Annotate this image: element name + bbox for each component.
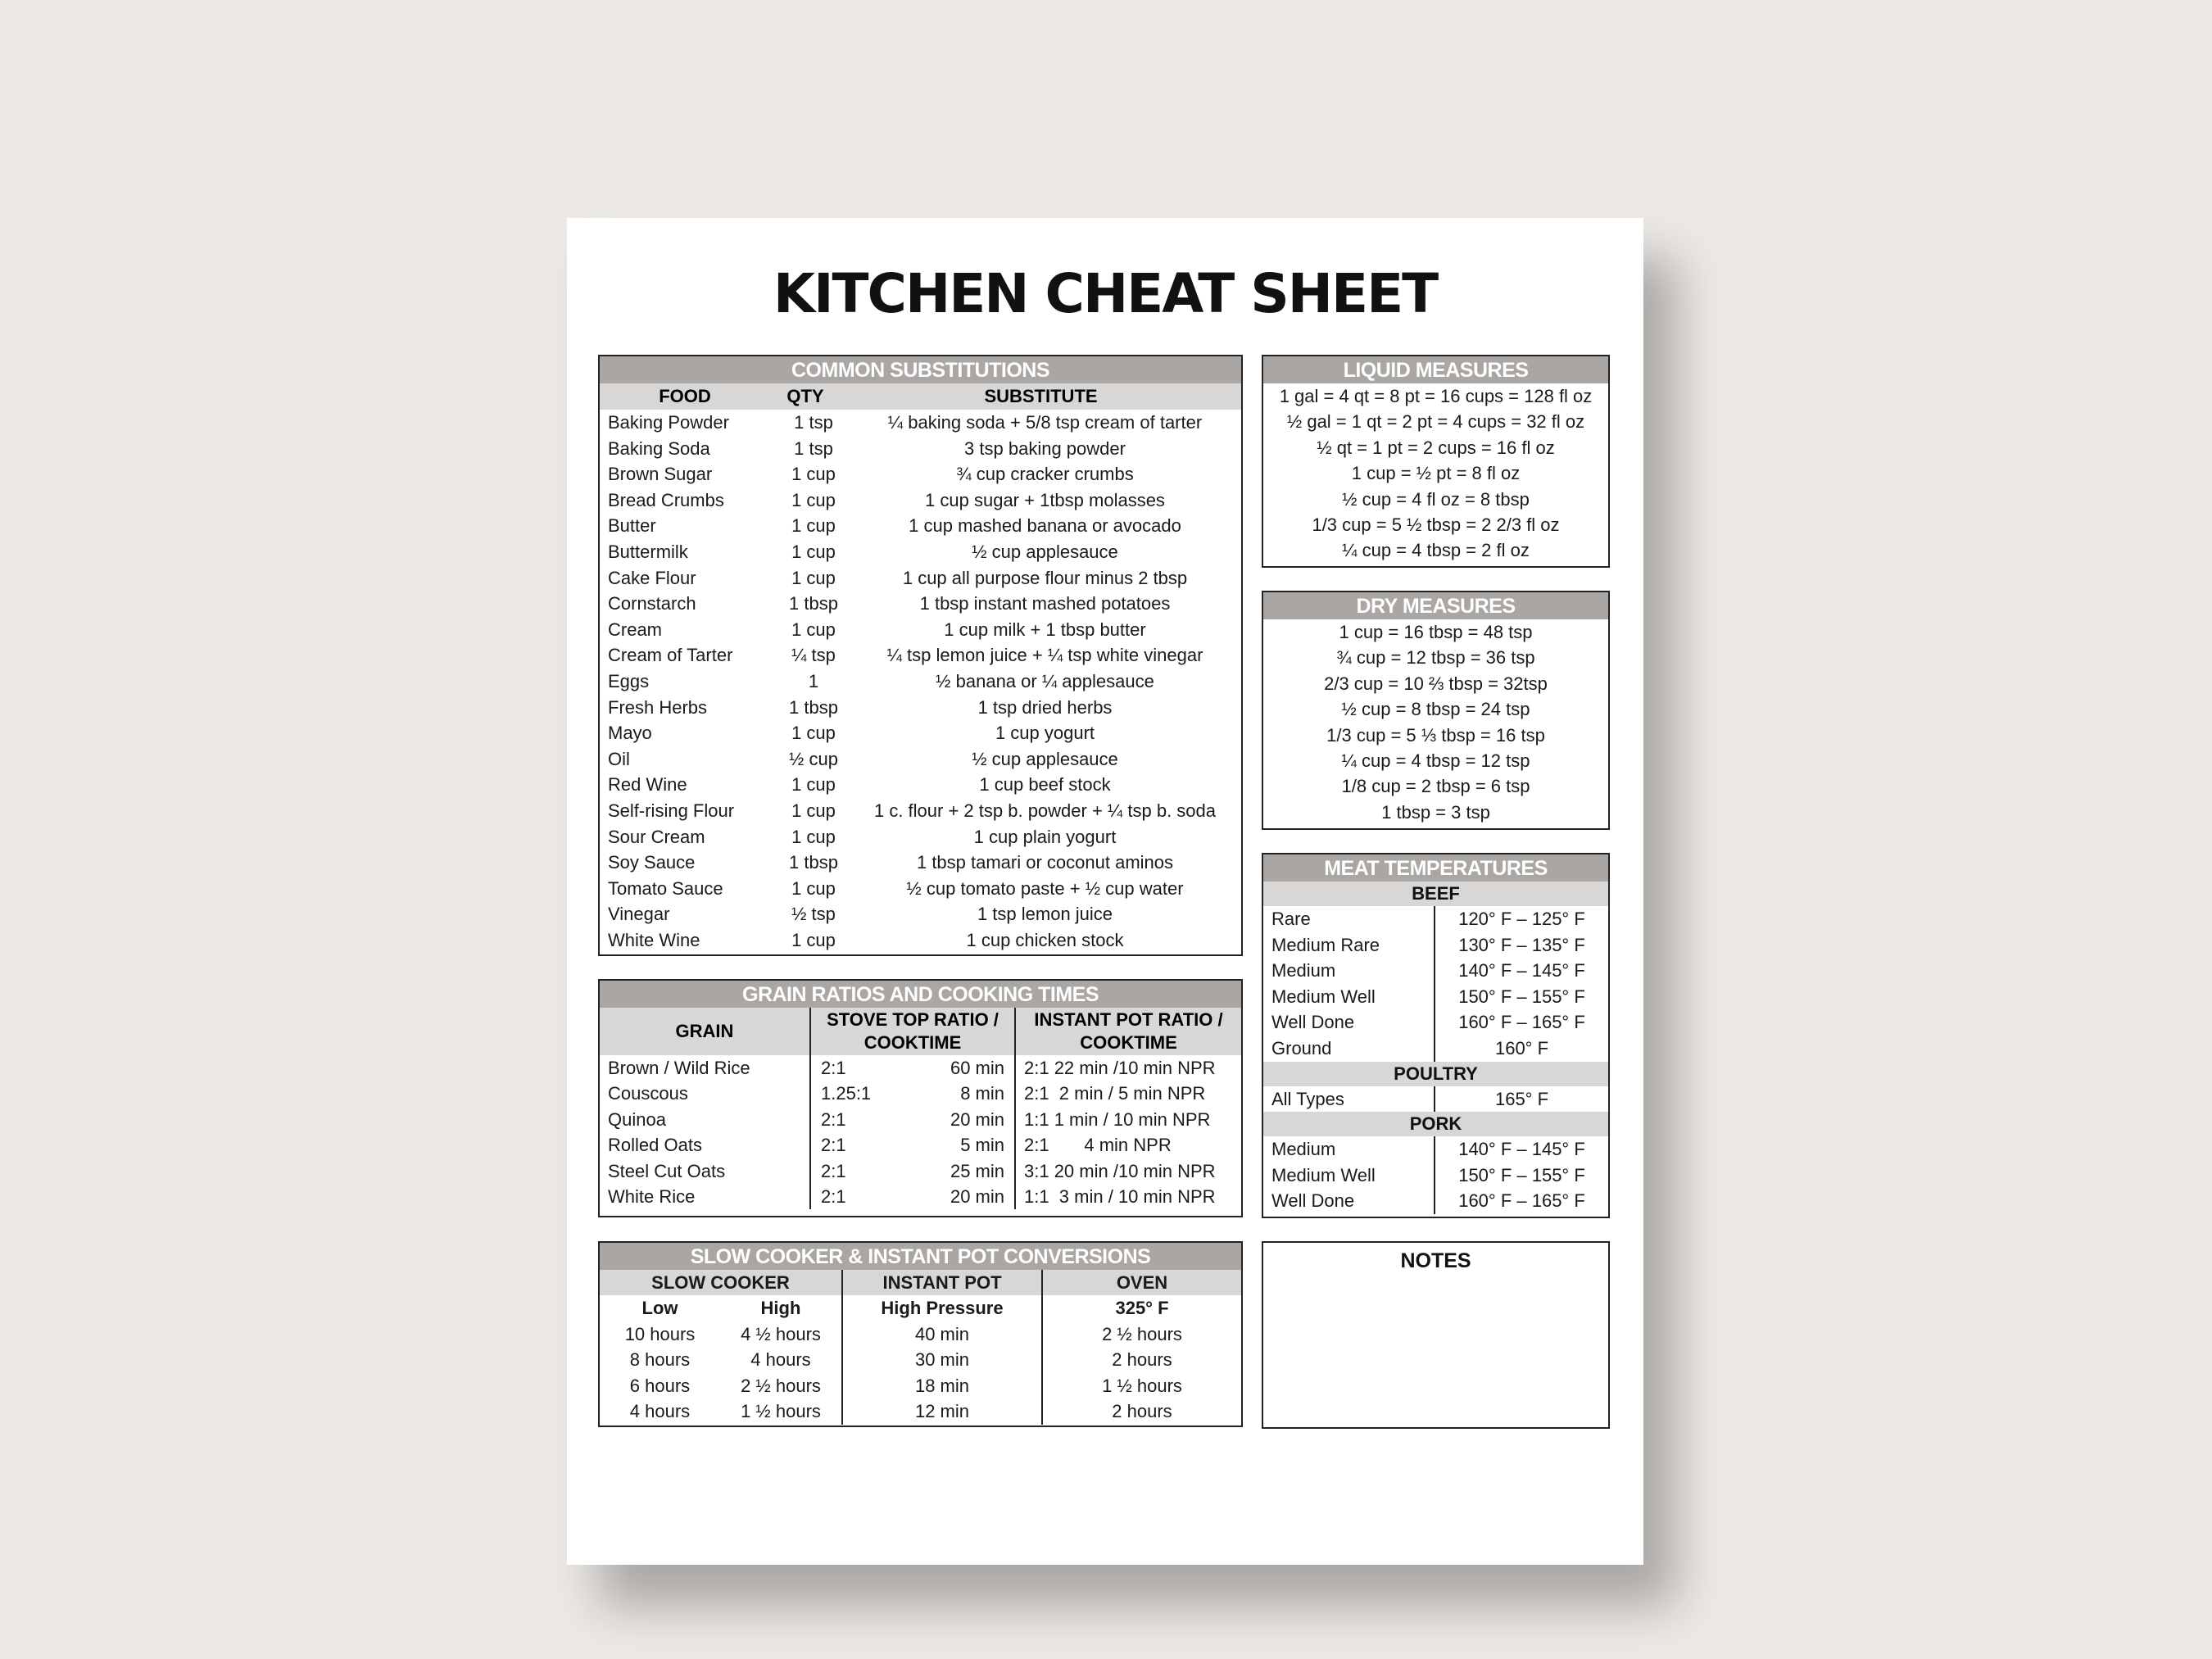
stove-ratio: 2:1 bbox=[821, 1108, 846, 1130]
substitute-cell: 1 cup mashed banana or avocado bbox=[909, 515, 1181, 537]
column-instant-pot bbox=[1016, 1008, 1241, 1055]
column-stove-top bbox=[811, 1008, 1016, 1055]
food-cell: Tomato Sauce bbox=[608, 877, 723, 899]
instant-pot-cell: 18 min bbox=[843, 1373, 1043, 1399]
instant-pot-cell: 1:1 1 min / 10 min NPR bbox=[1024, 1108, 1211, 1130]
qty-cell: 1 tbsp bbox=[789, 696, 838, 718]
qty-cell: 1 cup bbox=[791, 723, 836, 744]
column-oven: OVEN bbox=[1116, 1272, 1168, 1293]
beef-rows bbox=[1263, 906, 1608, 1062]
list-item: ¼ cup = 4 tbsp = 12 tsp bbox=[1341, 750, 1530, 771]
instant-pot-label-line2: COOKTIME bbox=[1080, 1032, 1177, 1053]
qty-cell: 1 cup bbox=[791, 800, 836, 821]
column-grain: GRAIN bbox=[600, 1008, 811, 1055]
qty-cell: 1 cup bbox=[791, 489, 836, 510]
stove-top-cell bbox=[811, 1158, 1016, 1184]
substitute-cell: 1 cup milk + 1 tbsp butter bbox=[944, 619, 1146, 640]
substitute-cell: 1 tbsp tamari or coconut aminos bbox=[916, 852, 1174, 873]
food-cell: Fresh Herbs bbox=[608, 696, 708, 718]
substitute-cell: 1 tsp dried herbs bbox=[977, 696, 1113, 718]
notes-title: NOTES bbox=[1400, 1249, 1471, 1272]
food-cell: Vinegar bbox=[608, 904, 670, 925]
table-row bbox=[1263, 932, 1608, 959]
stove-time: 5 min bbox=[960, 1135, 1004, 1156]
list-item: 2/3 cup = 10 ⅔ tbsp = 32tsp bbox=[1324, 673, 1548, 694]
substitute-cell: 1 cup all purpose flour minus 2 tbsp bbox=[902, 567, 1188, 588]
grain-rows bbox=[600, 1055, 1241, 1209]
qty-cell: 1 tbsp bbox=[789, 852, 838, 873]
grain-cell: White Rice bbox=[600, 1184, 811, 1209]
table-row bbox=[600, 487, 1241, 514]
table-row bbox=[600, 824, 1241, 850]
notes-box[interactable] bbox=[1262, 1241, 1610, 1429]
stove-ratio: 2:1 bbox=[821, 1160, 846, 1181]
substitutions-column-headers bbox=[600, 383, 1241, 410]
qty-cell: 1 cup bbox=[791, 567, 836, 588]
food-cell: Cornstarch bbox=[608, 593, 696, 614]
table-row bbox=[600, 876, 1241, 902]
substitutions-rows bbox=[600, 410, 1241, 953]
high-cell: 1 ½ hours bbox=[720, 1398, 843, 1425]
stove-top-cell bbox=[811, 1081, 1016, 1106]
table-row bbox=[600, 1132, 1241, 1158]
dry-measures-table bbox=[1262, 591, 1610, 830]
instant-pot-cell: 2:1 2 min / 5 min NPR bbox=[1024, 1083, 1206, 1104]
slow-cooker-header: SLOW COOKER & INSTANT POT CONVERSIONS bbox=[600, 1243, 1241, 1270]
substitute-cell: ¼ tsp lemon juice + ¼ tsp white vinegar bbox=[886, 645, 1203, 666]
table-row bbox=[600, 695, 1241, 721]
grain-column-headers bbox=[600, 1008, 1241, 1055]
qty-cell: 1 bbox=[808, 670, 819, 691]
page-title: KITCHEN CHEAT SHEET bbox=[773, 262, 1438, 325]
qty-cell: 1 cup bbox=[791, 619, 836, 640]
table-row bbox=[600, 436, 1241, 462]
list-item: 1/3 cup = 5 ½ tbsp = 2 2/3 fl oz bbox=[1312, 514, 1560, 535]
table-row bbox=[1263, 906, 1608, 932]
slow-cooker-table bbox=[598, 1241, 1243, 1427]
substitute-cell: 1 cup plain yogurt bbox=[973, 826, 1117, 847]
list-item: ½ gal = 1 qt = 2 pt = 4 cups = 32 fl oz bbox=[1286, 411, 1585, 433]
list-item: 1 cup = ½ pt = 8 fl oz bbox=[1351, 463, 1521, 484]
meat-temperatures-table bbox=[1262, 853, 1610, 1218]
table-row bbox=[600, 617, 1241, 643]
grain-table bbox=[598, 979, 1243, 1217]
stove-top-cell bbox=[811, 1055, 1016, 1081]
table-row bbox=[1263, 1163, 1608, 1189]
substitute-cell: ½ cup tomato paste + ½ cup water bbox=[906, 877, 1184, 899]
temperature-cell: 130° F – 135° F bbox=[1458, 934, 1585, 955]
temperature-cell: 150° F – 155° F bbox=[1458, 1164, 1585, 1185]
substitute-cell: 1 tsp lemon juice bbox=[977, 904, 1113, 925]
slow-cooker-column-headers bbox=[600, 1270, 1241, 1295]
cheat-sheet-page bbox=[567, 218, 1643, 1565]
temperature-cell: 150° F – 155° F bbox=[1458, 986, 1585, 1007]
qty-cell: 1 tbsp bbox=[789, 593, 838, 614]
doneness-cell: Medium Well bbox=[1263, 1163, 1435, 1189]
table-row bbox=[600, 1373, 1241, 1399]
grain-header: GRAIN RATIOS AND COOKING TIMES bbox=[600, 981, 1241, 1008]
oven-cell: 2 hours bbox=[1112, 1349, 1172, 1371]
table-row bbox=[1263, 984, 1608, 1010]
substitute-cell: ¼ baking soda + 5/8 tsp cream of tarter bbox=[887, 412, 1203, 433]
table-row bbox=[600, 669, 1241, 695]
table-row bbox=[600, 1184, 1241, 1209]
substitute-cell: 1 cup yogurt bbox=[995, 723, 1095, 744]
qty-cell: 1 tsp bbox=[794, 437, 833, 459]
stove-ratio: 1.25:1 bbox=[821, 1083, 872, 1104]
substitute-cell: ½ cup applesauce bbox=[972, 541, 1118, 562]
liquid-measures-rows bbox=[1263, 383, 1608, 564]
stove-time: 8 min bbox=[960, 1083, 1004, 1104]
qty-cell: ½ tsp bbox=[791, 904, 836, 925]
table-row bbox=[1263, 1188, 1608, 1214]
stove-ratio: 2:1 bbox=[821, 1135, 846, 1156]
table-row bbox=[600, 772, 1241, 798]
table-row bbox=[600, 591, 1241, 617]
table-row bbox=[600, 1158, 1241, 1184]
substitute-cell: 1 cup chicken stock bbox=[966, 929, 1124, 950]
low-cell: 10 hours bbox=[624, 1323, 696, 1344]
substitute-cell: 1 cup sugar + 1tbsp molasses bbox=[925, 489, 1165, 510]
oven-cell: 2 ½ hours bbox=[1102, 1323, 1182, 1344]
stove-top-cell bbox=[811, 1184, 1016, 1209]
instant-pot-cell: 12 min bbox=[843, 1398, 1043, 1425]
grain-cell: Steel Cut Oats bbox=[600, 1158, 811, 1184]
food-cell: Sour Cream bbox=[608, 826, 705, 847]
subheader-high: High bbox=[720, 1295, 843, 1321]
table-row bbox=[1263, 1086, 1608, 1113]
pork-rows bbox=[1263, 1136, 1608, 1214]
instant-pot-cell: 3:1 20 min /10 min NPR bbox=[1024, 1160, 1216, 1181]
stove-top-cell bbox=[811, 1132, 1016, 1158]
table-row bbox=[600, 720, 1241, 746]
substitute-cell: 1 c. flour + 2 tsp b. powder + ¼ tsp b. soda bbox=[873, 800, 1217, 821]
food-cell: Brown Sugar bbox=[608, 464, 713, 485]
food-cell: Self-rising Flour bbox=[608, 800, 735, 821]
qty-cell: 1 cup bbox=[791, 929, 836, 950]
poultry-rows bbox=[1263, 1086, 1608, 1113]
stove-time: 20 min bbox=[950, 1185, 1004, 1207]
substitute-cell: ½ banana or ¼ applesauce bbox=[936, 670, 1154, 691]
substitute-cell: ¾ cup cracker crumbs bbox=[956, 464, 1134, 485]
food-cell: Red Wine bbox=[608, 774, 687, 796]
doneness-cell: Well Done bbox=[1263, 1188, 1435, 1214]
grain-cell: Rolled Oats bbox=[600, 1132, 811, 1158]
temperature-cell: 140° F – 145° F bbox=[1458, 960, 1585, 981]
qty-cell: 1 cup bbox=[791, 877, 836, 899]
substitute-cell: 1 cup beef stock bbox=[979, 774, 1111, 796]
high-cell: 4 hours bbox=[720, 1347, 843, 1373]
dry-measures-rows bbox=[1263, 619, 1608, 825]
substitute-cell: 1 tbsp instant mashed potatoes bbox=[919, 593, 1171, 614]
column-substitute: SUBSTITUTE bbox=[984, 386, 1098, 406]
qty-cell: ½ cup bbox=[789, 748, 838, 769]
doneness-cell: Well Done bbox=[1263, 1009, 1435, 1036]
substitutions-table bbox=[598, 355, 1243, 956]
list-item: 1 gal = 4 qt = 8 pt = 16 cups = 128 fl oz bbox=[1279, 386, 1593, 406]
table-row bbox=[600, 1107, 1241, 1132]
table-row bbox=[1263, 1136, 1608, 1163]
temperature-cell: 140° F – 145° F bbox=[1458, 1139, 1585, 1160]
substitute-cell: 3 tsp baking powder bbox=[964, 437, 1126, 459]
column-food: FOOD bbox=[659, 386, 711, 406]
food-cell: Cake Flour bbox=[608, 567, 696, 588]
grain-cell: Couscous bbox=[600, 1081, 811, 1106]
doneness-cell: Medium bbox=[1263, 1136, 1435, 1163]
food-cell: Baking Soda bbox=[608, 437, 710, 459]
table-row bbox=[1263, 1009, 1608, 1036]
food-cell: White Wine bbox=[608, 929, 700, 950]
table-row bbox=[600, 461, 1241, 487]
oven-cell: 2 hours bbox=[1112, 1401, 1172, 1422]
list-item: 1 tbsp = 3 tsp bbox=[1381, 801, 1490, 823]
table-row bbox=[1263, 1036, 1608, 1062]
table-row bbox=[600, 565, 1241, 592]
instant-pot-cell: 2:1 4 min NPR bbox=[1024, 1135, 1172, 1156]
list-item: 1 cup = 16 tbsp = 48 tsp bbox=[1339, 622, 1533, 642]
beef-subheader: BEEF bbox=[1263, 882, 1608, 906]
list-item: 1/8 cup = 2 tbsp = 6 tsp bbox=[1341, 776, 1530, 797]
temperature-cell: 160° F – 165° F bbox=[1458, 1012, 1585, 1033]
temperature-cell: 165° F bbox=[1494, 1088, 1549, 1109]
table-row bbox=[600, 642, 1241, 669]
stove-ratio: 2:1 bbox=[821, 1185, 846, 1207]
poultry-subheader: POULTRY bbox=[1263, 1062, 1608, 1086]
qty-cell: 1 cup bbox=[791, 826, 836, 847]
stove-ratio: 2:1 bbox=[821, 1058, 846, 1078]
doneness-cell: Medium Rare bbox=[1263, 932, 1435, 959]
column-instant-pot: INSTANT POT bbox=[843, 1270, 1043, 1295]
dry-measures-header: DRY MEASURES bbox=[1263, 592, 1608, 619]
qty-cell: 1 cup bbox=[791, 541, 836, 562]
slow-cooker-subheaders bbox=[600, 1295, 1241, 1321]
meat-temperatures-header: MEAT TEMPERATURES bbox=[1263, 854, 1608, 882]
table-row bbox=[600, 1398, 1241, 1425]
food-cell: Oil bbox=[608, 748, 630, 769]
low-cell: 8 hours bbox=[629, 1349, 691, 1371]
temperature-cell: 120° F – 125° F bbox=[1458, 909, 1585, 929]
doneness-cell: Ground bbox=[1263, 1036, 1435, 1062]
table-row bbox=[600, 798, 1241, 824]
table-row bbox=[600, 539, 1241, 565]
food-cell: Butter bbox=[608, 515, 656, 537]
oven-cell: 1 ½ hours bbox=[1102, 1375, 1182, 1396]
liquid-measures-table bbox=[1262, 355, 1610, 568]
qty-cell: ¼ tsp bbox=[791, 645, 836, 666]
grain-cell: Brown / Wild Rice bbox=[600, 1055, 811, 1081]
instant-pot-cell: 1:1 3 min / 10 min NPR bbox=[1024, 1185, 1216, 1207]
grain-cell: Quinoa bbox=[600, 1107, 811, 1132]
list-item: ¼ cup = 4 tbsp = 2 fl oz bbox=[1342, 540, 1530, 561]
doneness-cell: Medium bbox=[1263, 958, 1435, 984]
instant-pot-cell: 40 min bbox=[843, 1321, 1043, 1348]
table-row bbox=[600, 850, 1241, 876]
high-cell: 2 ½ hours bbox=[720, 1373, 843, 1399]
table-row bbox=[1263, 958, 1608, 984]
substitute-cell: ½ cup applesauce bbox=[972, 748, 1118, 769]
temperature-cell: 160° F bbox=[1494, 1037, 1549, 1058]
qty-cell: 1 cup bbox=[791, 774, 836, 796]
list-item: ½ cup = 8 tbsp = 24 tsp bbox=[1341, 699, 1530, 720]
list-item: ¾ cup = 12 tbsp = 36 tsp bbox=[1336, 647, 1535, 669]
subheader-high-pressure: High Pressure bbox=[843, 1295, 1043, 1321]
food-cell: Eggs bbox=[608, 670, 650, 691]
table-row bbox=[600, 410, 1241, 436]
food-cell: Soy Sauce bbox=[608, 852, 696, 873]
food-cell: Cream bbox=[608, 619, 663, 640]
low-cell: 4 hours bbox=[629, 1401, 691, 1422]
column-qty: QTY bbox=[786, 386, 824, 406]
table-row bbox=[600, 927, 1241, 954]
table-row bbox=[600, 1055, 1241, 1081]
food-cell: Mayo bbox=[608, 723, 652, 744]
column-slow-cooker: SLOW COOKER bbox=[600, 1270, 843, 1295]
instant-pot-label-line1: INSTANT POT RATIO / bbox=[1034, 1009, 1223, 1030]
stove-time: 60 min bbox=[950, 1058, 1004, 1078]
doneness-cell: Rare bbox=[1263, 906, 1435, 932]
stove-top-label-line2: COOKTIME bbox=[863, 1032, 962, 1053]
low-cell: 6 hours bbox=[629, 1375, 691, 1396]
subheader-low: Low bbox=[641, 1298, 678, 1318]
list-item: 1/3 cup = 5 ⅓ tbsp = 16 tsp bbox=[1326, 724, 1545, 746]
table-row bbox=[600, 901, 1241, 927]
doneness-cell: All Types bbox=[1263, 1086, 1435, 1113]
food-cell: Baking Powder bbox=[608, 412, 729, 433]
subheader-oven-temp: 325° F bbox=[1115, 1298, 1169, 1318]
food-cell: Buttermilk bbox=[608, 541, 688, 562]
stove-time: 20 min bbox=[950, 1108, 1004, 1130]
high-cell: 4 ½ hours bbox=[720, 1321, 843, 1348]
liquid-measures-header: LIQUID MEASURES bbox=[1263, 356, 1608, 383]
qty-cell: 1 cup bbox=[791, 464, 836, 485]
food-cell: Cream of Tarter bbox=[608, 645, 733, 666]
stove-top-label-line1: STOVE TOP RATIO / bbox=[827, 1009, 999, 1030]
list-item: ½ qt = 1 pt = 2 cups = 16 fl oz bbox=[1317, 437, 1555, 458]
pork-subheader: PORK bbox=[1263, 1112, 1608, 1136]
table-row bbox=[600, 513, 1241, 539]
substitutions-header: COMMON SUBSTITUTIONS bbox=[600, 356, 1241, 383]
table-row bbox=[600, 746, 1241, 773]
instant-pot-cell: 30 min bbox=[843, 1347, 1043, 1373]
qty-cell: 1 tsp bbox=[794, 412, 833, 433]
food-cell: Bread Crumbs bbox=[608, 489, 724, 510]
stove-top-cell bbox=[811, 1107, 1016, 1132]
slow-cooker-rows bbox=[600, 1321, 1241, 1425]
table-row bbox=[600, 1321, 1241, 1348]
qty-cell: 1 cup bbox=[791, 515, 836, 537]
instant-pot-cell: 2:1 22 min /10 min NPR bbox=[1024, 1058, 1216, 1078]
list-item: ½ cup = 4 fl oz = 8 tbsp bbox=[1342, 488, 1530, 510]
table-row bbox=[600, 1347, 1241, 1373]
table-row bbox=[600, 1081, 1241, 1106]
stove-time: 25 min bbox=[950, 1160, 1004, 1181]
temperature-cell: 160° F – 165° F bbox=[1458, 1190, 1585, 1212]
doneness-cell: Medium Well bbox=[1263, 984, 1435, 1010]
